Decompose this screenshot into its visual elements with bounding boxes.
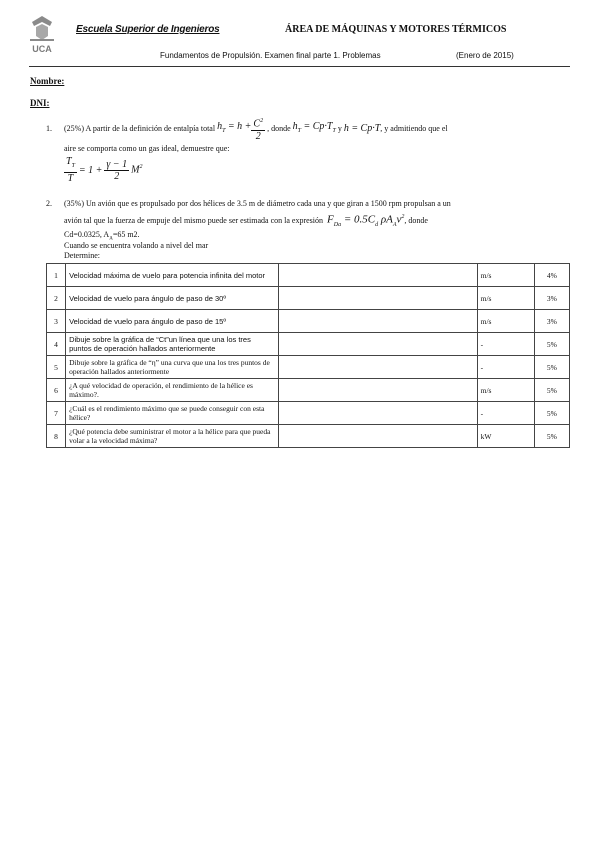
problem2-line5: Determine:	[64, 251, 100, 260]
c2-num: C	[253, 118, 261, 130]
row-unit: m/s	[477, 264, 534, 287]
problem1-line2: aire se comporta como un gas ideal, demuestre que:	[64, 144, 230, 153]
row-weight: 5%	[534, 379, 569, 402]
and-text: y	[337, 124, 342, 133]
header-divider	[29, 66, 570, 67]
ht-sub: T	[222, 128, 226, 134]
problem2-number: 2.	[46, 199, 52, 208]
def1-rest: = Cp·T	[303, 121, 333, 132]
row-unit: -	[477, 356, 534, 379]
problem2-line2: avión tal que la fuerza de empuje del mismo puede ser estimada con la expresión $F_{Da} = 0.5C_d$ $\rho A_Av^2$ , donde	[64, 213, 428, 228]
def1-h: h	[292, 121, 298, 132]
ht-symbol: h	[217, 121, 223, 132]
row-question: Dibuje sobre la gráfica de “Ct”un línea que una los tres puntos de operación hallados anteriormente	[66, 333, 279, 356]
drag-eq: = 0.5C	[343, 213, 376, 226]
uca-logo	[22, 14, 62, 62]
dni-label: DNI:	[30, 98, 50, 108]
problem1-number: 1.	[46, 124, 52, 133]
answer-cell[interactable]	[278, 310, 477, 333]
problem1-intro: (25%) A partir de la definición de entalpía total	[64, 124, 216, 133]
answer-cell[interactable]	[278, 264, 477, 287]
department-title: ÁREA DE MÁQUINAS Y MOTORES TÉRMICOS	[285, 24, 507, 35]
table-row	[47, 379, 570, 402]
problem2-line4: Cuando se encuentra volando a nivel del mar	[64, 241, 209, 250]
row-weight: 4%	[534, 264, 569, 287]
drag-rest: ρA	[380, 213, 393, 226]
school-name: Escuela Superior de Ingenieros	[76, 24, 220, 35]
answer-cell[interactable]	[278, 425, 477, 448]
temperature-ratio: $\frac{T_T}{T}$	[66, 156, 75, 184]
row-unit: -	[477, 333, 534, 356]
row-question: ¿Cuál es el rendimiento máximo que se puede conseguir con esta hélice?	[66, 402, 279, 425]
row-weight: 5%	[534, 333, 569, 356]
gamma-den: 2	[114, 170, 120, 182]
row-question: ¿A qué velocidad de operación, el rendimiento de la hélice es máximo?.	[66, 379, 279, 402]
problem2-line3: Cd=0.0325, $A_A=65$ m2.	[64, 230, 140, 242]
row-unit: m/s	[477, 287, 534, 310]
row-unit: kW	[477, 425, 534, 448]
row-number: 7	[47, 402, 66, 425]
table-row	[47, 425, 570, 448]
row-unit: m/s	[477, 310, 534, 333]
problem2-line2-end: , donde	[404, 215, 428, 225]
answer-cell[interactable]	[278, 333, 477, 356]
area-text: =65 m2.	[112, 230, 140, 239]
row-weight: 3%	[534, 287, 569, 310]
drag-sub: Da	[333, 221, 342, 228]
cd-text: Cd=0.0325, A	[64, 230, 110, 239]
drag-v: v	[396, 213, 402, 226]
row-question: Dibuje sobre la gráfica de “η” una curva que una los tres puntos de operación hallados anteriormente	[66, 356, 279, 379]
c2-fraction: $\frac{C^2}{2}$	[253, 118, 264, 142]
problem2-line1: (35%) Un avión que es propulsado por dos hélices de 3.5 m de diámetro cada una y que giran a 1500 rpm propulsan a un	[64, 199, 451, 208]
table-row	[47, 356, 570, 379]
result-eq: = 1 +	[78, 164, 103, 176]
row-unit: m/s	[477, 379, 534, 402]
table-row	[47, 264, 570, 287]
drag-f: F	[327, 213, 334, 226]
row-weight: 5%	[534, 402, 569, 425]
row-question: Velocidad máxima de vuelo para potencia infinita del motor	[66, 264, 279, 287]
c2-den: 2	[255, 130, 261, 142]
row-question: ¿Qué potencia debe suministrar el motor a la hélice para que pueda volar a la velocidad máxima?	[66, 425, 279, 448]
row-unit: -	[477, 402, 534, 425]
def2: h = Cp·T	[343, 123, 381, 134]
exam-date: (Enero de 2015)	[456, 51, 514, 60]
t-den: T	[67, 173, 74, 184]
row-weight: 3%	[534, 310, 569, 333]
name-label: Nombre:	[30, 76, 65, 86]
row-number: 1	[47, 264, 66, 287]
row-question: Velocidad de vuelo para ángulo de paso de 30º	[66, 287, 279, 310]
row-weight: 5%	[534, 425, 569, 448]
problem2-line2-text: avión tal que la fuerza de empuje del mismo puede ser estimada con la expresión	[64, 215, 324, 225]
row-number: 6	[47, 379, 66, 402]
row-number: 2	[47, 287, 66, 310]
table-row	[47, 402, 570, 425]
questions-table	[46, 263, 570, 448]
gamma-num: γ − 1	[106, 158, 128, 170]
row-weight: 5%	[534, 356, 569, 379]
ht-eq: = h +	[227, 121, 252, 132]
row-number: 8	[47, 425, 66, 448]
table-row	[47, 310, 570, 333]
table-row	[47, 333, 570, 356]
problem1-where: , donde	[267, 124, 291, 133]
row-number: 3	[47, 310, 66, 333]
row-number: 5	[47, 356, 66, 379]
mach-symbol: M	[131, 164, 140, 176]
table-row	[47, 287, 570, 310]
logo-text: UCA	[32, 44, 52, 54]
problem1-after: , y admitiendo que el	[380, 124, 448, 133]
problem1-line1: (25%) A partir de la definición de entalpía total $h_T = h$ + $\frac{C^2}{2}$ , donde $h_T = Cp\cdot T_T$ y h = Cp·T , y admitiendo que el	[64, 118, 448, 142]
def1-sub: T	[297, 128, 301, 134]
tt-num: T	[66, 156, 72, 167]
answer-cell[interactable]	[278, 287, 477, 310]
row-number: 4	[47, 333, 66, 356]
row-question: Velocidad de vuelo para ángulo de paso de 15º	[66, 310, 279, 333]
answer-cell[interactable]	[278, 356, 477, 379]
answer-cell[interactable]	[278, 402, 477, 425]
gamma-fraction	[104, 159, 129, 182]
problem1-result: $\frac{T_T}{T}$ = 1 + $\frac{\gamma - 1}{2}$ $M^2$	[66, 156, 143, 184]
answer-cell[interactable]	[278, 379, 477, 402]
exam-subtitle: Fundamentos de Propulsión. Examen final parte 1. Problemas	[160, 51, 381, 60]
